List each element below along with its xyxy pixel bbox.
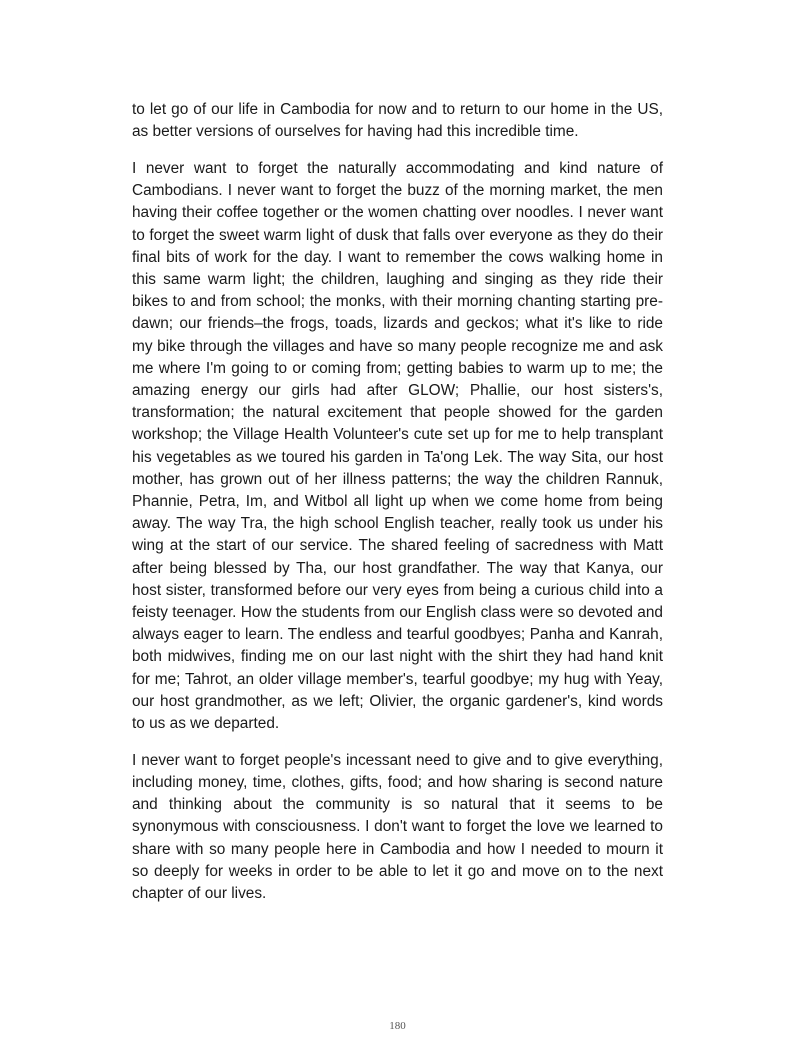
- page-number: 180: [389, 1020, 406, 1032]
- paragraph-3: I never want to forget people's incessant need to give and to give everything, including money, time, clothes, gifts, food; and how sharing is second nature and thinking about the community is so natural that it seems to be synonymous with consciousness. I don't want to forget the love we learned to share with so many people here in Cambodia and how I needed to mourn it so deeply for weeks in order to be able to let it go and move on to the next chapter of our lives.: [132, 751, 663, 902]
- paragraph-1: to let go of our life in Cambodia for now and to return to our home in the US, as better versions of ourselves for having had this incredible time.: [132, 101, 663, 141]
- paragraph-2: I never want to forget the naturally accommodating and kind nature of Cambodians. I never want to forget the buzz of the morning market, the men having their coffee together or the women chatting over noodles. I never want to forget the sweet warm light of dusk that falls over everyone as they do their final bits of work for the day. I want to remember the cows walking home in this same warm light; the children, laughing and singing as they ride their bikes to and from school; the monks, with their morning chanting starting pre-dawn; our friends–the frogs, toads, lizards and geckos; what it's like to ride my bike through the villages and have so many people recognize me and ask me where I'm going to or coming from; getting babies to warm up to me; the amazing energy our girls had after GLOW; Phallie, our host sisters's, transformation; the natural excitement that people showed for the garden workshop; the Village Health Volunteer's cute set up for me to help transplant his vegetables as we toured his garden in Ta'ong Lek. The way Sita, our host mother, has grown out of her illness patterns; the way the children Rannuk, Phannie, Petra, Im, and Witbol all light up when we come home from being away. The way Tra, the high school English teacher, really took us under his wing at the start of our service. The shared feeling of sacredness with Matt after being blessed by Tha, our host grandfather. The way that Kanya, our host sister, transformed before our very eyes from being a curious child into a feisty teenager. How the students from our English class were so devoted and always eager to learn. The endless and tearful goodbyes; Panha and Kanrah, both midwives, finding me on our last night with the shirt they had hand knit for me; Tahrot, an older village member's, tearful goodbye; my hug with Yeay, our host grandmother, as we left; Olivier, the organic gardener's, kind words to us as we departed.: [132, 159, 663, 732]
- body-text: [132, 99, 663, 920]
